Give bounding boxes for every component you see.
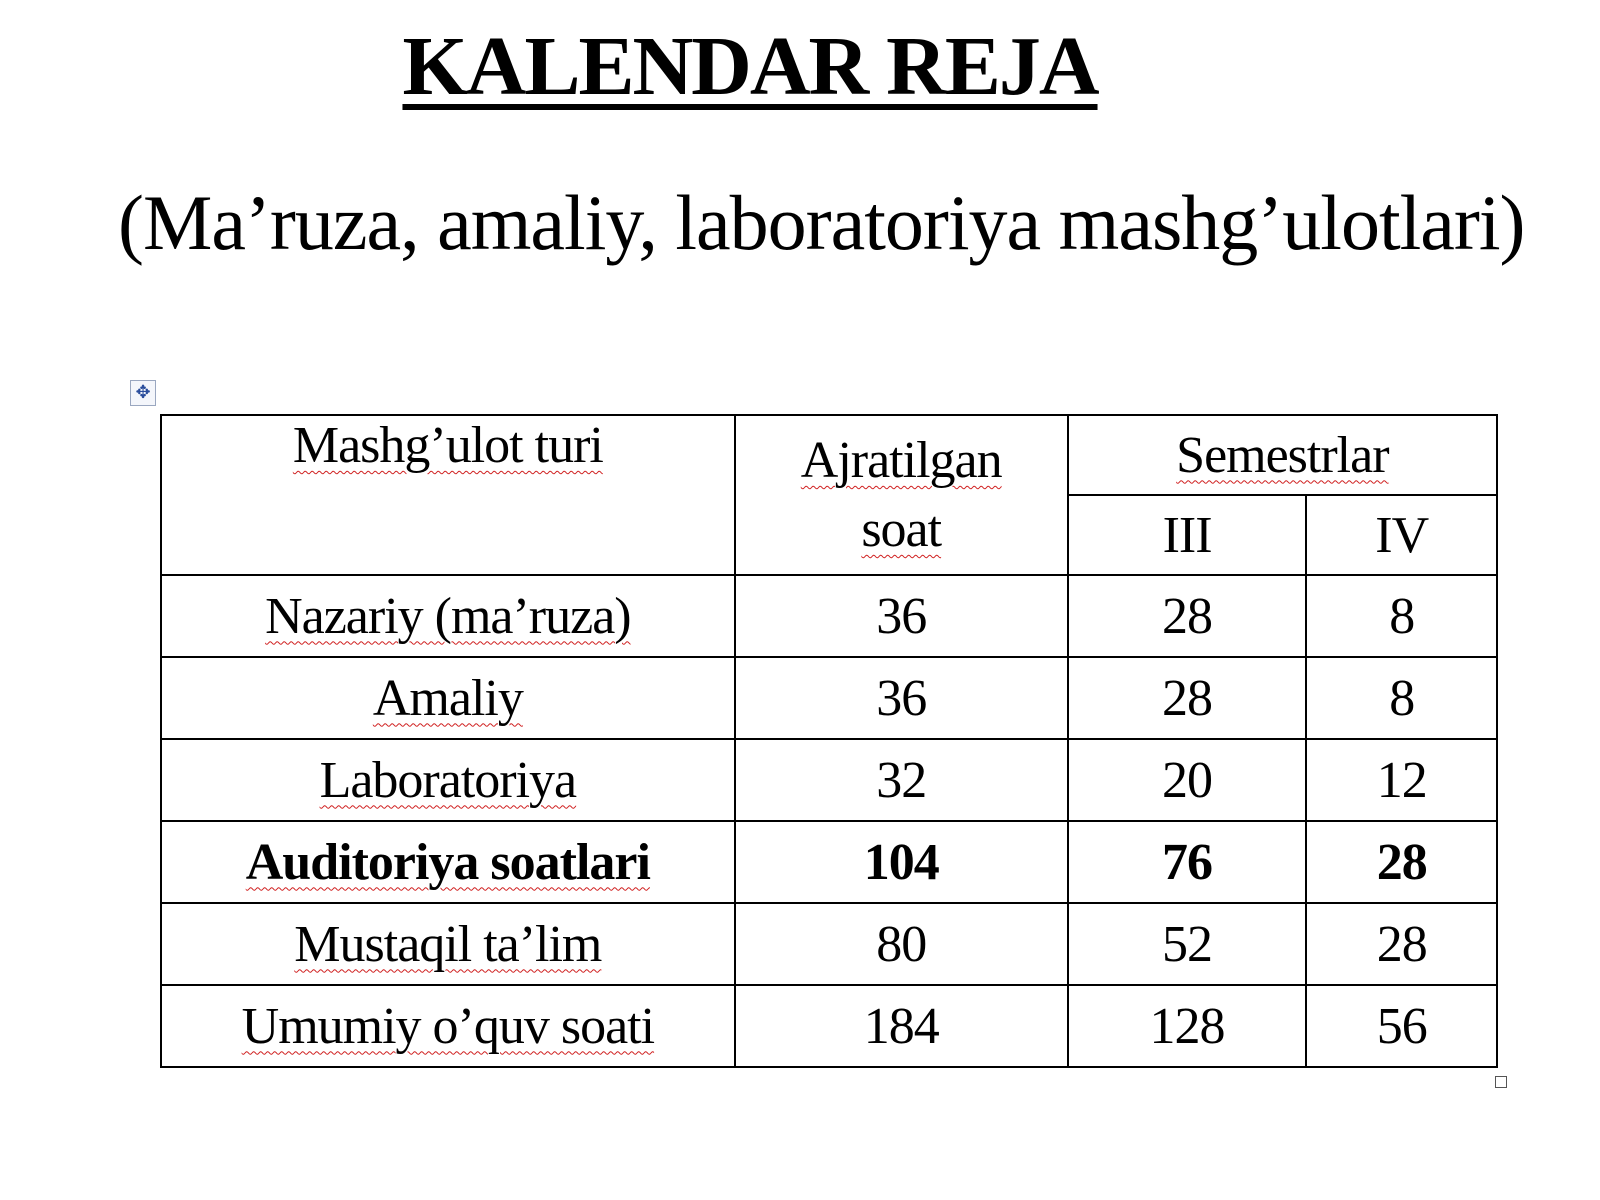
header-sem4-cell[interactable] — [1306, 495, 1497, 575]
row-sem3-cell[interactable]: 76 — [1068, 821, 1307, 903]
row-alloc-cell[interactable]: 32 — [735, 739, 1068, 821]
row-sem4-cell[interactable]: 12 — [1306, 739, 1497, 821]
table-row-total-auditory — [161, 821, 1497, 903]
row-label: Auditoriya soatlari — [245, 833, 650, 891]
row-sem3-cell[interactable]: 20 — [1068, 739, 1307, 821]
calendar-plan-table — [160, 414, 1498, 1068]
row-label-cell[interactable] — [161, 985, 735, 1067]
header-sem3-label: III — [1162, 506, 1212, 564]
row-sem3-cell[interactable]: 52 — [1068, 903, 1307, 985]
row-sem3-cell[interactable]: 28 — [1068, 657, 1307, 739]
table-row — [161, 657, 1497, 739]
table-header-row — [161, 415, 1497, 495]
row-alloc-cell[interactable]: 184 — [735, 985, 1068, 1067]
row-alloc-cell[interactable]: 80 — [735, 903, 1068, 985]
row-label: Laboratoriya — [319, 751, 577, 809]
title-text: KALENDAR REJA — [402, 20, 1098, 113]
row-label: Mustaqil ta’lim — [294, 915, 602, 973]
page-subtitle: (Ma’ruza, amaliy, laboratoriya mashg’ulotlari) — [118, 179, 1525, 266]
table-row — [161, 575, 1497, 657]
row-sem4-cell[interactable]: 28 — [1306, 903, 1497, 985]
table-row — [161, 903, 1497, 985]
row-alloc-cell[interactable]: 104 — [735, 821, 1068, 903]
row-label-cell[interactable] — [161, 575, 735, 657]
row-alloc-cell[interactable]: 36 — [735, 575, 1068, 657]
row-label: Umumiy o’quv soati — [241, 997, 655, 1055]
row-label-cell[interactable] — [161, 739, 735, 821]
header-type-cell[interactable] — [161, 415, 735, 575]
header-alloc-line2: soat — [861, 501, 942, 558]
row-sem4-cell[interactable]: 28 — [1306, 821, 1497, 903]
header-sem4-label: IV — [1375, 506, 1429, 564]
row-sem3-cell[interactable]: 128 — [1068, 985, 1307, 1067]
header-type-label: Mashg’ulot turi — [292, 417, 603, 474]
table-row — [161, 739, 1497, 821]
header-semesters-cell[interactable] — [1068, 415, 1497, 495]
page-title — [0, 18, 1500, 115]
row-label: Nazariy (ma’ruza) — [265, 587, 631, 645]
row-label: Amaliy — [372, 669, 523, 727]
row-sem4-cell[interactable]: 8 — [1306, 657, 1497, 739]
header-semesters-label: Semestrlar — [1176, 426, 1389, 484]
row-label-cell[interactable] — [161, 903, 735, 985]
row-sem3-cell[interactable]: 28 — [1068, 575, 1307, 657]
move-cross-icon[interactable]: ✥ — [130, 380, 156, 406]
header-alloc-cell[interactable] — [735, 415, 1068, 575]
table-resize-handle[interactable] — [1495, 1076, 1507, 1088]
row-label-cell[interactable] — [161, 821, 735, 903]
row-label-cell[interactable] — [161, 657, 735, 739]
table-row — [161, 985, 1497, 1067]
header-sem3-cell[interactable] — [1068, 495, 1307, 575]
row-sem4-cell[interactable]: 56 — [1306, 985, 1497, 1067]
row-sem4-cell[interactable]: 8 — [1306, 575, 1497, 657]
row-alloc-cell[interactable]: 36 — [735, 657, 1068, 739]
header-alloc-line1: Ajratilgan — [800, 432, 1002, 489]
